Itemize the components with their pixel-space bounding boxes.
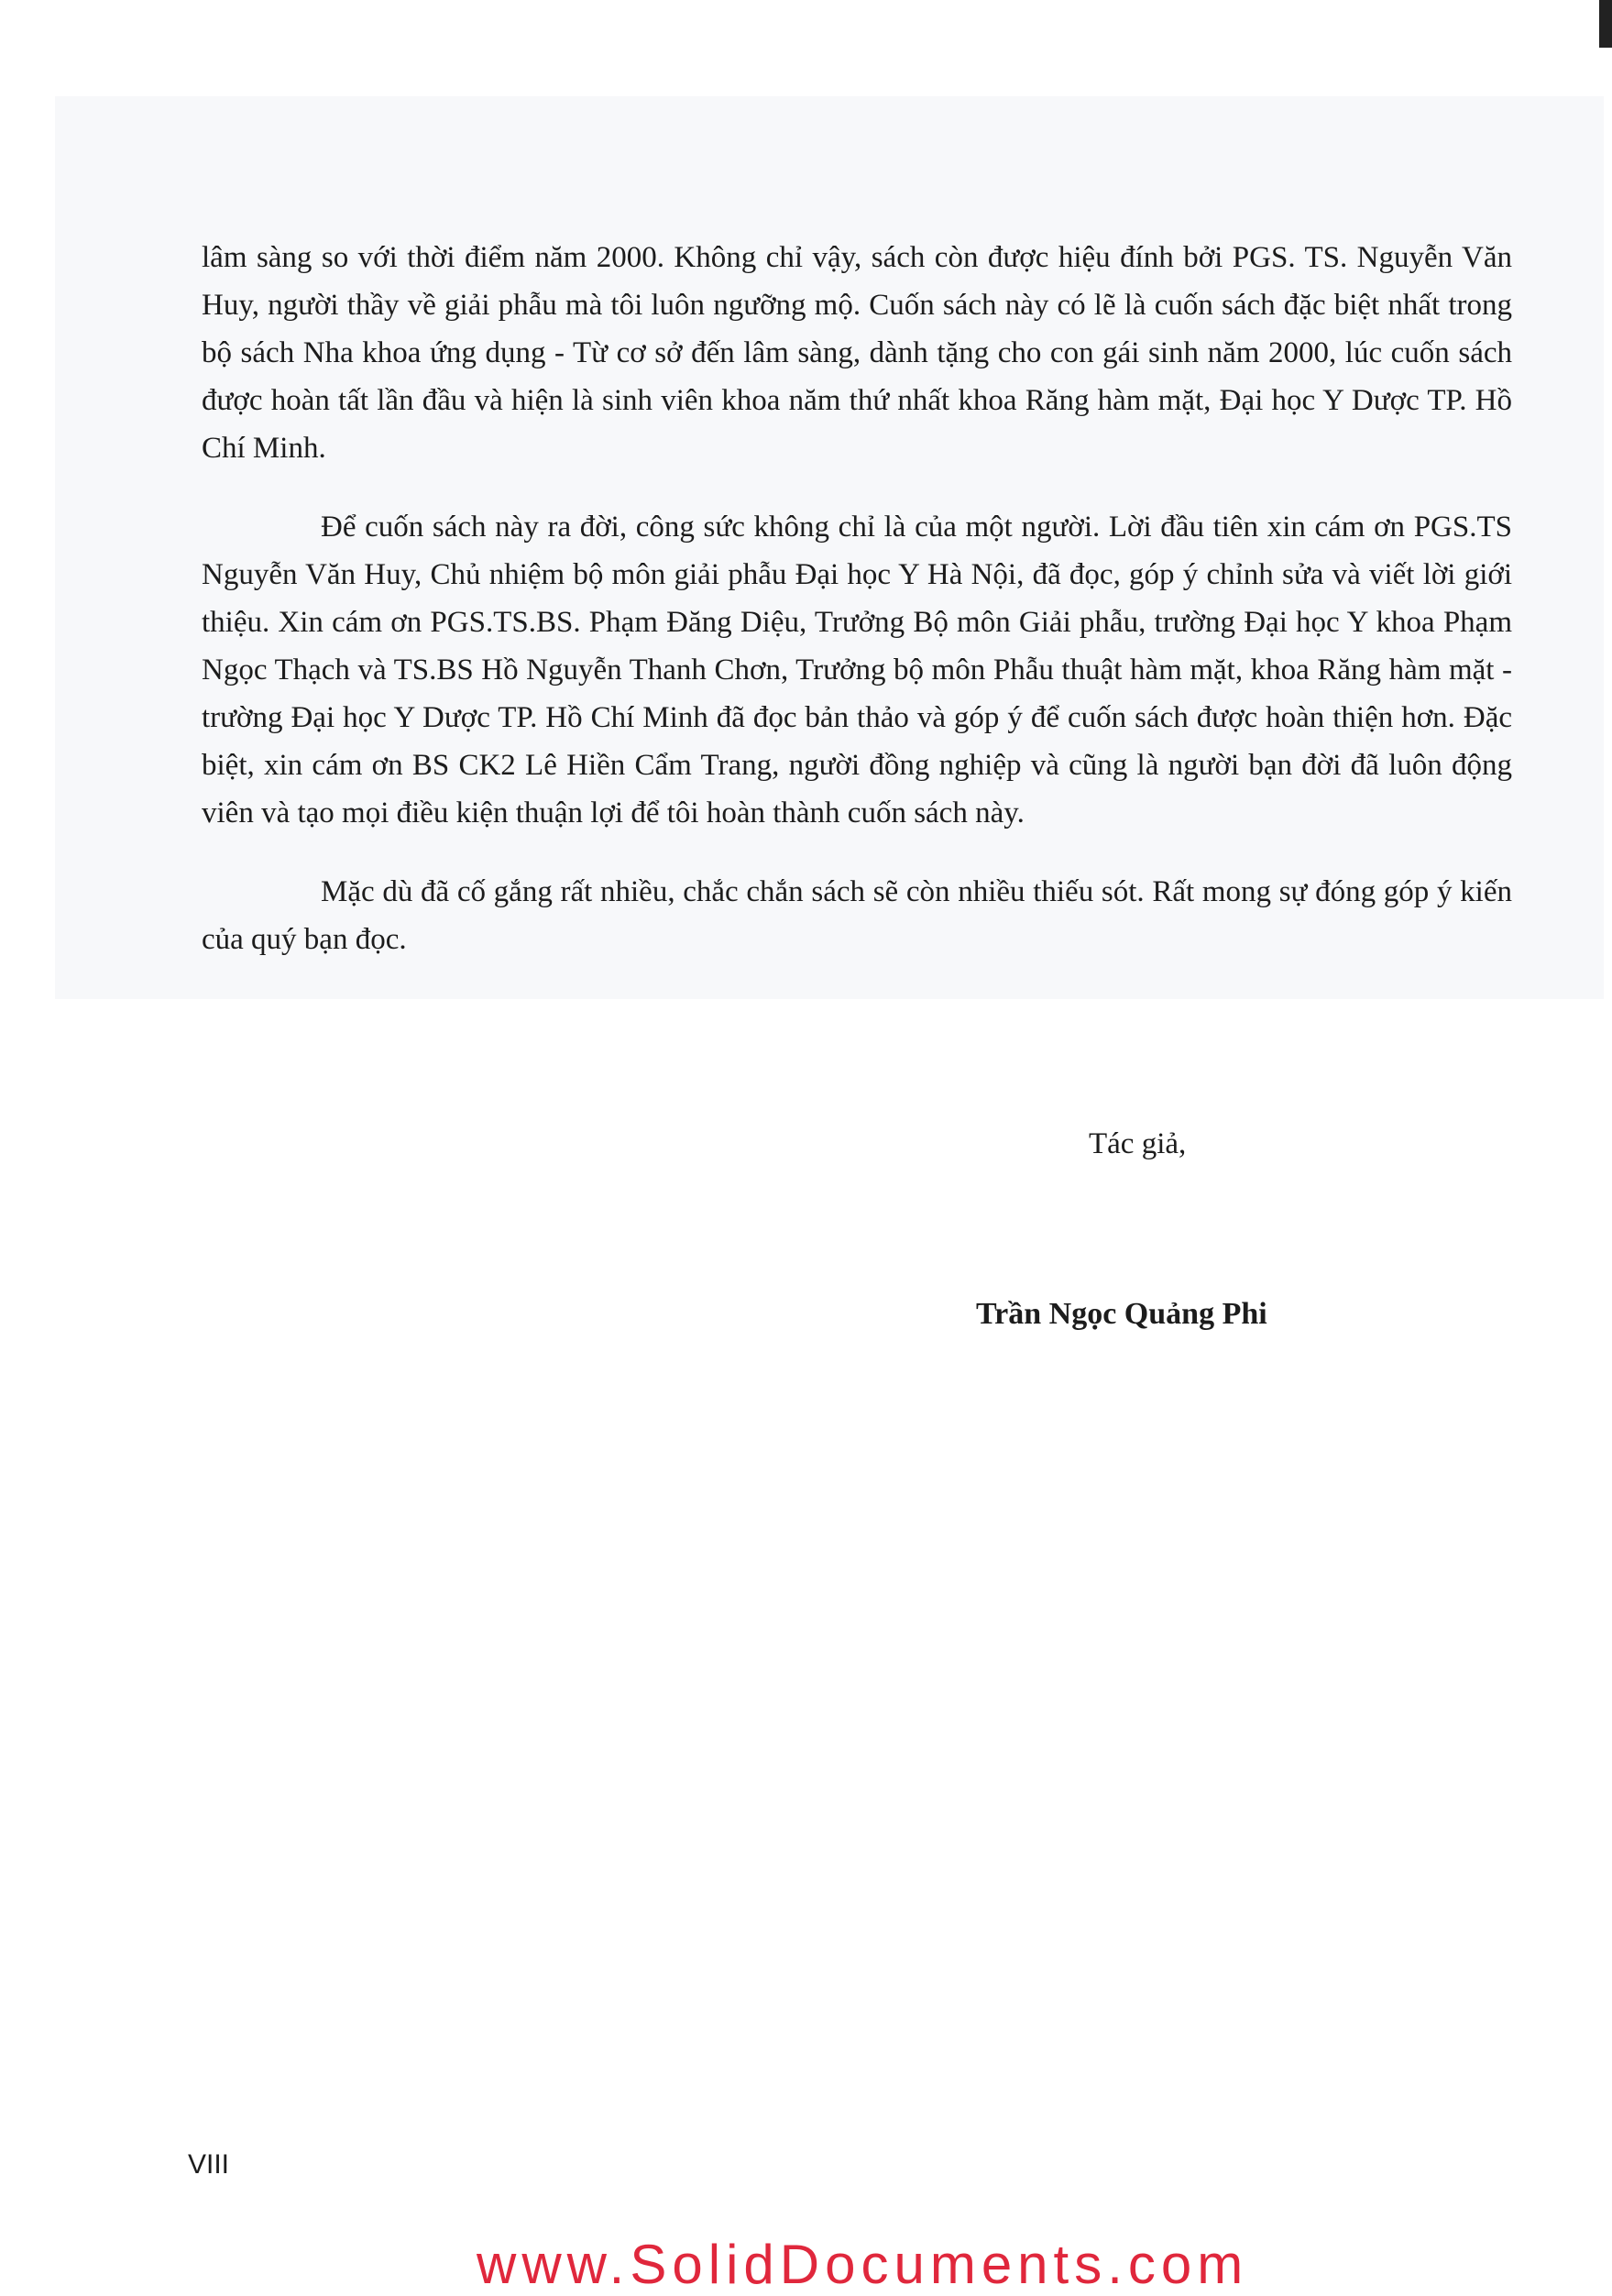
scan-edge-mark [1599, 0, 1612, 48]
paragraph-closing: Mặc dù đã cố gắng rất nhiều, chắc chắn sách sẽ còn nhiều thiếu sót. Rất mong sự đóng góp ý kiến của quý bạn đọc. [202, 875, 1512, 956]
paragraph-continued: lâm sàng so với thời điểm năm 2000. Không chỉ vậy, sách còn được hiệu đính bởi PGS. TS. Nguyễn Văn Huy, người thầy về giải phẫu mà tôi luôn ngưỡng mộ. Cuốn sách này có lẽ là cuốn sách đặc biệt nhất trong bộ sách Nha khoa ứng dụng - Từ cơ sở đến lâm sàng, dành tặng cho con gái sinh năm 2000, lúc cuốn sách được hoàn tất lần đầu và hiện là sinh viên khoa năm thứ nhất khoa Răng hàm mặt, Đại học Y Dược TP. Hồ Chí Minh. [202, 241, 1512, 465]
watermark: www.SolidDocuments.com [477, 2234, 1249, 2295]
body-text [202, 234, 1512, 994]
paragraph-acknowledgements: Để cuốn sách này ra đời, công sức không chỉ là của một người. Lời đầu tiên xin cám ơn PGS.TS Nguyễn Văn Huy, Chủ nhiệm bộ môn giải phẫu Đại học Y Hà Nội, đã đọc, góp ý chỉnh sửa và viết lời giới thiệu. Xin cám ơn PGS.TS.BS. Phạm Đăng Diệu, Trưởng Bộ môn Giải phẫu, trường Đại học Y khoa Phạm Ngọc Thạch và TS.BS Hồ Nguyễn Thanh Chơn, Trưởng bộ môn Phẫu thuật hàm mặt, khoa Răng hàm mặt - trường Đại học Y Dược TP. Hồ Chí Minh đã đọc bản thảo và góp ý để cuốn sách được hoàn thiện hơn. Đặc biệt, xin cám ơn BS CK2 Lê Hiền Cẩm Trang, người đồng nghiệp và cũng là người bạn đời đã luôn động viên và tạo mọi điều kiện thuận lợi để tôi hoàn thành cuốn sách này. [202, 511, 1512, 829]
author-name: Trần Ngọc Quảng Phi [976, 1297, 1267, 1331]
page-number: VIII [188, 2149, 230, 2180]
signoff: Tác giả, [1089, 1127, 1187, 1160]
